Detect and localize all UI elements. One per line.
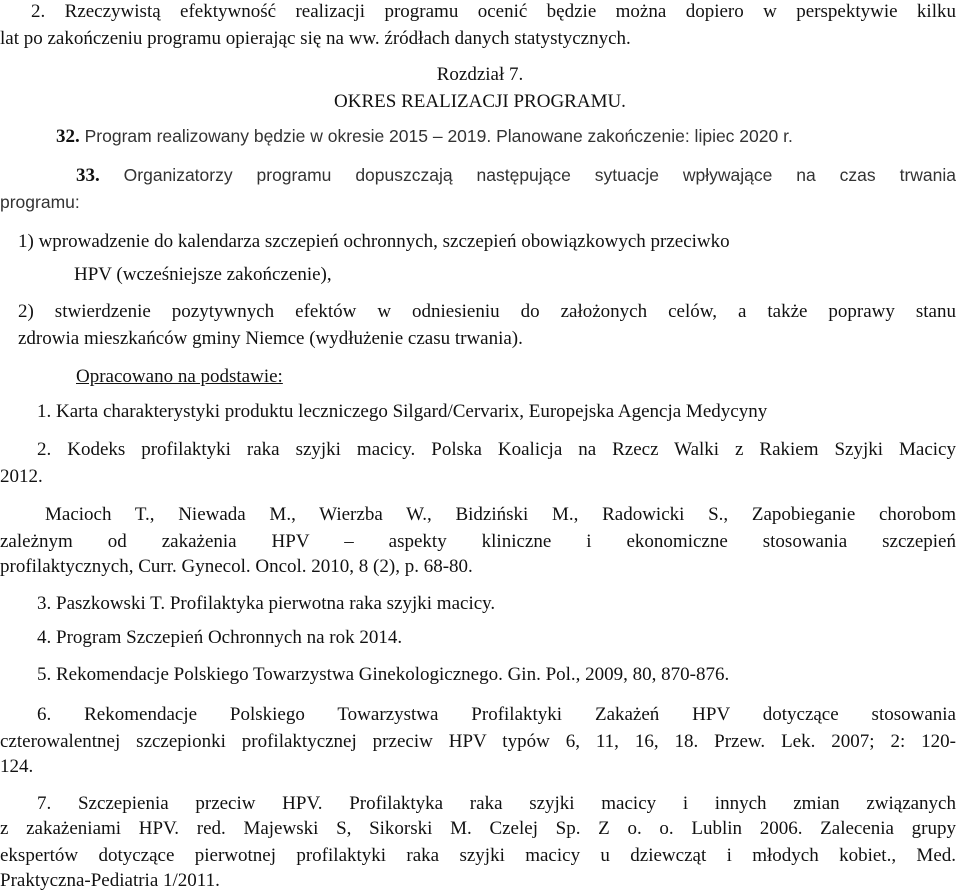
paragraph-32-number: 32. xyxy=(56,126,80,147)
reference-5: 5. Rekomendacje Polskiego Towarzystwa Ginekologicznego. Gin. Pol., 2009, 80, 870-876. xyxy=(37,664,730,685)
reference-2-line-1: 2. Kodeks profilaktyki raka szyjki macicy. Polska Koalicja na Rzecz Walki z Rakiem Szyjki Macicy xyxy=(37,439,956,460)
reference-1: 1. Karta charakterystyki produktu leczniczego Silgard/Cervarix, Europejska Agencja Medycyny xyxy=(37,401,768,422)
paragraph-33-line-2: programu: xyxy=(0,192,80,212)
intro-line-1: 2. Rzeczywistą efektywność realizacji programu ocenić będzie można dopiero w perspektywie kilku xyxy=(31,1,956,22)
reference-6-line-1: 6. Rekomendacje Polskiego Towarzystwa Profilaktyki Zakażeń HPV dotyczące stosowania xyxy=(37,704,956,725)
chapter-number: Rozdział 7. xyxy=(436,64,524,85)
reference-7-line-3: ekspertów dotyczące pierwotnej profilaktyki raka szyjki macicy u dziewcząt i młodych kobiet., Med. xyxy=(0,845,956,866)
reference-6-line-3: 124. xyxy=(0,756,34,777)
paragraph-32-text: Program realizowany będzie w okresie 2015 – 2019. Planowane zakończenie: lipiec 2020 r. xyxy=(79,126,793,146)
sources-heading: Opracowano na podstawie: xyxy=(76,366,283,387)
reference-3: 3. Paszkowski T. Profilaktyka pierwotna raka szyjki macicy. xyxy=(37,593,496,614)
reference-7-line-4: Praktyczna-Pediatria 1/2011. xyxy=(0,870,220,891)
reference-6-line-2: czterowalentnej szczepionki profilaktycznej przeciw HPV typów 6, 11, 16, 18. Przew. Lek. 2007; 2: 120- xyxy=(0,731,956,752)
reference-2b-line-3: profilaktycznych, Curr. Gynecol. Oncol. 2010, 8 (2), p. 68-80. xyxy=(0,556,473,577)
intro-line-2: lat po zakończeniu programu opierając się na ww. źródłach danych statystycznych. xyxy=(0,28,631,49)
reference-2-line-2: 2012. xyxy=(0,466,43,487)
reference-4: 4. Program Szczepień Ochronnych na rok 2014. xyxy=(37,627,403,648)
situation-1-line-2: HPV (wcześniejsze zakończenie), xyxy=(74,264,332,285)
paragraph-33-number: 33. xyxy=(76,165,100,186)
reference-7-line-2: z zakażeniami HPV. red. Majewski S, Sikorski M. Czelej Sp. Z o. o. Lublin 2006. Zalecenia grupy xyxy=(0,818,956,839)
reference-7-line-1: 7. Szczepienia przeciw HPV. Profilaktyka raka szyjki macicy i innych zmian związanych xyxy=(37,793,956,814)
chapter-title: OKRES REALIZACJI PROGRAMU. xyxy=(334,91,626,112)
paragraph-33-line-1 xyxy=(76,164,956,187)
reference-2b-line-1: Macioch T., Niewada M., Wierzba W., Bidziński M., Radowicki S., Zapobieganie chorobom xyxy=(45,504,956,525)
reference-2b-line-2: zależnym od zakażenia HPV – aspekty kliniczne i ekonomiczne stosowania szczepień xyxy=(0,531,956,552)
paragraph-33-text: Organizatorzy programu dopuszczają następujące sytuacje wpływające na czas trwania xyxy=(99,165,956,185)
situation-2-line-1: 2) stwierdzenie pozytywnych efektów w odniesieniu do założonych celów, a także poprawy stanu xyxy=(18,301,956,322)
paragraph-32 xyxy=(56,125,793,148)
situation-1-line-1: 1) wprowadzenie do kalendarza szczepień ochronnych, szczepień obowiązkowych przeciwko xyxy=(18,231,730,252)
situation-2-line-2: zdrowia mieszkańców gminy Niemce (wydłużenie czasu trwania). xyxy=(18,328,523,349)
